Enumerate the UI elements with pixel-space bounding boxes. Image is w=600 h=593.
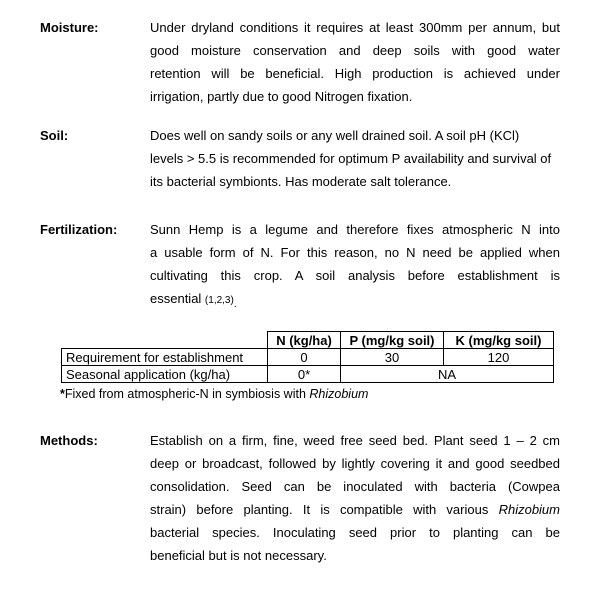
body-text: cultivating this crop. A soil analysis before establishment is xyxy=(150,268,560,283)
section-moisture-body xyxy=(150,16,560,108)
row-establishment-n: 0 xyxy=(268,349,341,366)
section-soil-body xyxy=(150,124,560,193)
body-text: beneficial but is not necessary. xyxy=(150,548,327,563)
text-line xyxy=(150,241,560,264)
row-seasonal-n: 0* xyxy=(268,366,341,383)
table-header-n: N (kg/ha) xyxy=(268,332,341,349)
section-fertilization xyxy=(40,218,560,312)
text-line xyxy=(150,475,560,498)
text-line xyxy=(150,147,560,170)
text-line xyxy=(150,218,560,241)
table-footnote xyxy=(60,386,368,402)
text-line xyxy=(150,124,560,147)
body-text: consolidation. Seed can be inoculated with bacteria (Cowpea xyxy=(150,479,560,494)
table-header-k: K (mg/kg soil) xyxy=(444,332,554,349)
body-text: essential xyxy=(150,291,205,306)
table-header-row xyxy=(62,332,554,349)
body-text: a usable form of N. For this reason, no N need be applied when xyxy=(150,245,560,260)
table-header-p: P (mg/kg soil) xyxy=(341,332,444,349)
body-text: good moisture conservation and deep soils with good water xyxy=(150,43,560,58)
text-line xyxy=(150,429,560,452)
body-text: its bacterial symbionts. Has moderate salt tolerance. xyxy=(150,174,452,189)
body-text: strain) before planting. It is compatible with various xyxy=(150,502,499,517)
footnote-species: Rhizobium xyxy=(309,387,369,401)
text-line xyxy=(150,544,560,567)
text-line xyxy=(150,170,560,193)
section-fertilization-label: Fertilization: xyxy=(40,222,118,237)
section-soil xyxy=(40,124,560,193)
body-text: bacterial species. Inoculating seed prior to planting can be xyxy=(150,525,560,540)
section-soil-label: Soil: xyxy=(40,128,69,143)
text-line xyxy=(150,16,560,39)
body-text: Under dryland conditions it requires at least 300mm per annum, but xyxy=(150,20,560,35)
body-text: retention will be beneficial. High production is achieved under xyxy=(150,66,560,81)
body-text: Sunn Hemp is a legume and therefore fixes atmospheric N into xyxy=(150,222,560,237)
row-establishment-k: 120 xyxy=(444,349,554,366)
table-row-seasonal xyxy=(62,366,554,383)
citation-text: . xyxy=(233,299,237,310)
row-seasonal-pk: NA xyxy=(341,366,554,383)
row-establishment-label: Requirement for establishment xyxy=(62,349,268,366)
table-header-empty-cell xyxy=(62,332,268,349)
body-text: deep or broadcast, followed by lightly covering it and good seedbed xyxy=(150,456,560,471)
text-line xyxy=(150,521,560,544)
text-line xyxy=(150,85,560,108)
row-establishment-p: 30 xyxy=(341,349,444,366)
section-moisture xyxy=(40,16,560,108)
body-text: Does well on sandy soils or any well drained soil. A soil pH (KCl) xyxy=(150,128,520,143)
section-methods-label: Methods: xyxy=(40,433,98,448)
npk-requirements-table xyxy=(61,331,554,383)
text-line xyxy=(150,452,560,475)
citation-text: (1,2,3) xyxy=(204,295,234,306)
footnote-asterisk: * xyxy=(60,387,65,401)
section-methods xyxy=(40,429,560,567)
text-line xyxy=(150,264,560,287)
footnote-text: Fixed from atmospheric-N in symbiosis with xyxy=(64,387,310,401)
text-line xyxy=(150,39,560,62)
section-fertilization-body xyxy=(150,218,560,312)
italic-text: Rhizobium xyxy=(498,502,560,517)
row-seasonal-label: Seasonal application (kg/ha) xyxy=(62,366,268,383)
text-line xyxy=(150,287,560,312)
body-text: Establish on a firm, fine, weed free seed bed. Plant seed 1 – 2 cm xyxy=(150,433,560,448)
body-text: levels > 5.5 is recommended for optimum P availability and survival of xyxy=(150,151,552,166)
text-line xyxy=(150,62,560,85)
section-methods-body xyxy=(150,429,560,567)
text-line xyxy=(150,498,560,521)
table-row-establishment xyxy=(62,349,554,366)
section-moisture-label: Moisture: xyxy=(40,20,99,35)
body-text: irrigation, partly due to good Nitrogen fixation. xyxy=(150,89,413,104)
